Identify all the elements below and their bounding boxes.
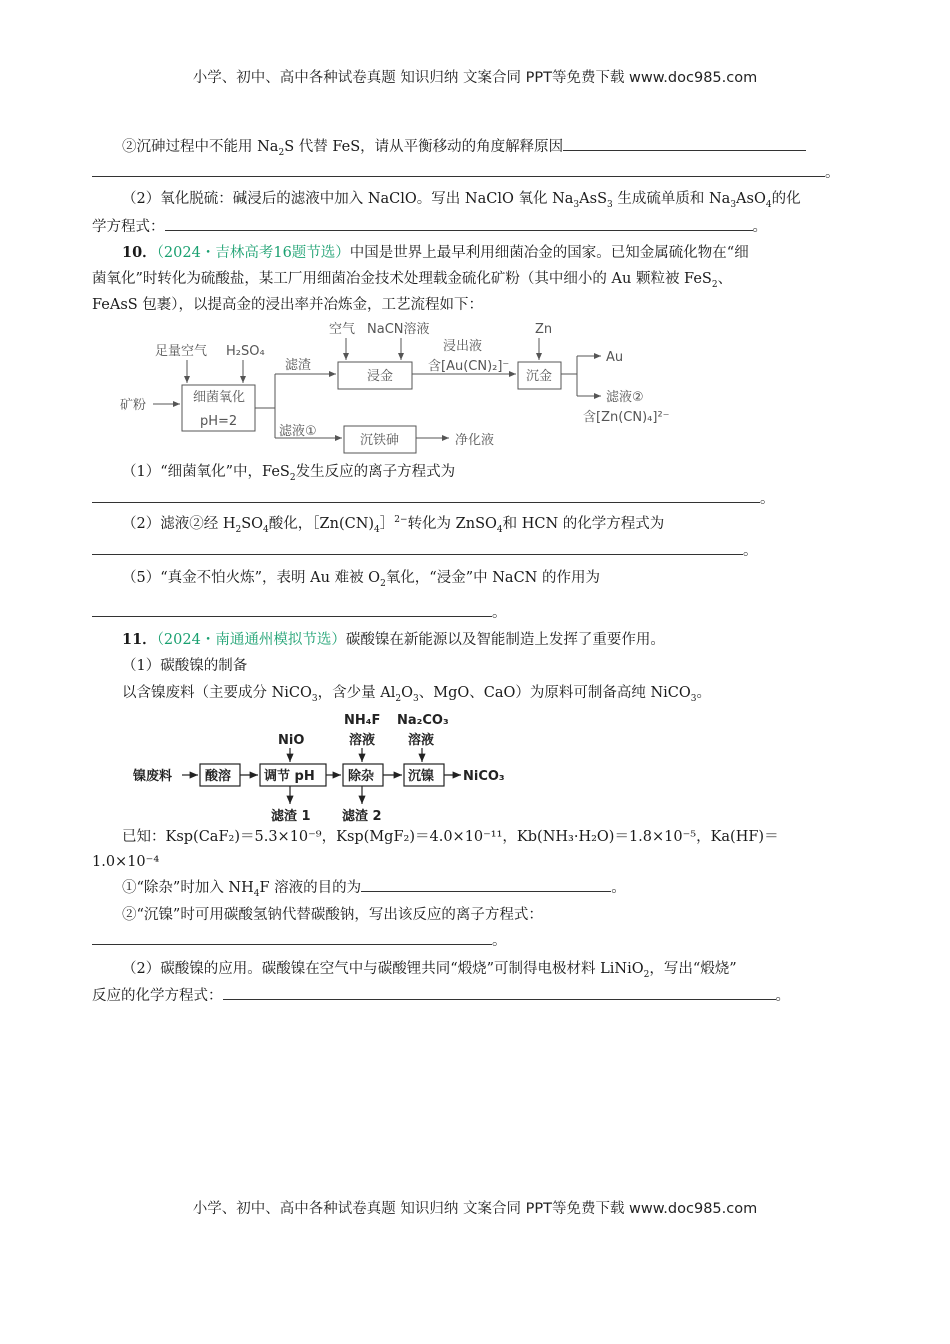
box2-label: 调节 pH xyxy=(264,769,315,784)
answer-blank[interactable] xyxy=(92,930,492,945)
waste-label: 镍废料 xyxy=(133,769,173,784)
sol1-label: 溶液 xyxy=(349,733,376,748)
q9-part2-line2: 学方程式： 。 xyxy=(92,216,767,237)
q11-sub2-line2: 反应的化学方程式： 。 xyxy=(92,985,790,1006)
q11-q1: ①“除杂”时加入 $NH_4F$ 溶液的目的为 。 xyxy=(122,877,626,898)
res2-label: 滤渣 2 xyxy=(342,809,382,824)
contains-label: 含[Au(CN)₂]⁻ xyxy=(428,359,510,374)
answer-blank[interactable] xyxy=(223,985,776,1000)
box2-label: 浸金 xyxy=(367,369,394,384)
flow-diagram-q10 xyxy=(115,318,695,458)
box4-label: 沉镍 xyxy=(408,769,435,784)
answer-blank[interactable] xyxy=(563,136,806,151)
answer-blank[interactable] xyxy=(92,162,825,177)
page-footer: 小学、初中、高中各种试卷真题 知识归纳 文案合同 PPT等免费下载 www.doc985.com xyxy=(192,1201,758,1217)
box3-label: 沉金 xyxy=(526,369,553,384)
zn-label: Zn xyxy=(535,322,553,337)
nh4f-label: NH₄F xyxy=(344,713,381,728)
q10-p5: （5）“真金不怕火炼”，表明 Au 难被 $O_2$氧化，“浸金”中 NaCN 的作用为 xyxy=(122,570,600,589)
box1-label1: 细菌氧化 xyxy=(193,390,246,405)
q10-line1: 10．（2024・吉林高考16题节选）中国是世界上最早利用细菌冶金的国家。已知金属硫化物在“细 xyxy=(122,244,749,261)
q10-p2: （2）滤液②经 $H_2SO_4$酸化，$[Zn(CN)_4]^{2-}$转化为 ZnSO$_4$和 HCN 的化学方程式为 xyxy=(122,515,665,535)
h2so4-label: H₂SO₄ xyxy=(226,344,265,359)
box4-label: 沉铁砷 xyxy=(360,433,400,448)
product-label: NiCO₃ xyxy=(463,769,505,784)
air2-label: 空气 xyxy=(329,322,356,337)
filtrate1-label: 滤液① xyxy=(279,424,317,439)
q9-part1-line: ②沉砷过程中不能用 $Na_2S$ 代替 FeS，请从平衡移动的角度解释原因 xyxy=(122,136,806,157)
q11-known-line2: 1.0×10⁻⁴ xyxy=(92,854,160,870)
answer-blank[interactable] xyxy=(165,216,753,231)
q10-line3: FeAsS 包裹），以提高金的浸出率并冶炼金，工艺流程如下： xyxy=(92,297,484,313)
box1-label: 酸溶 xyxy=(205,769,232,784)
box3-label: 除杂 xyxy=(348,769,375,784)
answer-blank[interactable] xyxy=(92,602,492,617)
answer-blank[interactable] xyxy=(92,488,760,503)
q11-sub2: （2）碳酸镍的应用。碳酸镍在空气中与碳酸锂共同“煅烧”可制得电极材料 LiNiO$_2$，写出“煅烧” xyxy=(122,961,737,980)
q11-known-line1: 已知：Ksp(CaF₂)＝5.3×10⁻⁹，Ksp(MgF₂)＝4.0×10⁻¹¹，Kb(NH₃·H₂O)＝1.8×10⁻⁵，Ka(HF)＝ xyxy=(122,829,779,845)
q10-line2: 菌氧化”时转化为硫酸盐，某工厂用细菌冶金技术处理载金硫化矿粉（其中细小的 Au 颗粒被 FeS$_2$、 xyxy=(92,271,733,290)
q10-p1: （1）“细菌氧化”中，FeS$_2$发生反应的离子方程式为 xyxy=(122,464,456,483)
leach-label: 浸出液 xyxy=(443,339,483,354)
res1-label: 滤渣 1 xyxy=(271,809,311,824)
ore-label: 矿粉 xyxy=(120,398,147,413)
q11-sub1: （1）碳酸镍的制备 xyxy=(122,658,248,674)
air-label: 足量空气 xyxy=(155,344,208,359)
q10-p2-answer: 。 xyxy=(92,540,758,561)
nacn-label: NaCN溶液 xyxy=(367,322,430,337)
page-header: 小学、初中、高中各种试卷真题 知识归纳 文案合同 PPT等免费下载 www.doc985.com xyxy=(192,70,758,86)
residue-label: 滤渣 xyxy=(285,358,312,373)
q10-p1-answer: 。 xyxy=(92,488,775,509)
answer-blank[interactable] xyxy=(92,540,743,555)
au-label: Au xyxy=(606,350,624,365)
q10-p5-answer: 。 xyxy=(92,602,507,623)
q9-part2-line: （2）氧化脱硫：碱浸后的滤液中加入 NaClO。写出 NaClO 氧化 $Na_3AsS_3$ 生成硫单质和 $Na_3AsO_4$的化 xyxy=(122,191,801,210)
sol2-label: 溶液 xyxy=(408,733,435,748)
contains2-label: 含[Zn(CN)₄]²⁻ xyxy=(583,410,670,425)
q11-line1: 11．（2024・南通通州模拟节选）碳酸镍在新能源以及智能制造上发挥了重要作用。 xyxy=(122,631,665,648)
q9-part1-line2: 。 xyxy=(92,162,840,183)
na2co3-label: Na₂CO₃ xyxy=(397,713,449,728)
answer-blank[interactable] xyxy=(361,877,611,892)
nio-label: NiO xyxy=(278,733,305,748)
box1-label2: pH=2 xyxy=(200,414,238,429)
purified-label: 净化液 xyxy=(455,433,495,448)
filtrate2-label: 滤液② xyxy=(606,390,644,405)
q11-q2: ②“沉镍”时可用碳酸氢钠代替碳酸钠，写出该反应的离子方程式： xyxy=(122,907,543,923)
flow-diagram-q11 xyxy=(130,708,530,826)
q11-intro: 以含镍废料（主要成分 NiCO$_3$，含少量 $Al_2O_3$、MgO、CaO）为原料可制备高纯 NiCO$_3$。 xyxy=(122,685,712,704)
q11-q2-answer: 。 xyxy=(92,930,507,951)
